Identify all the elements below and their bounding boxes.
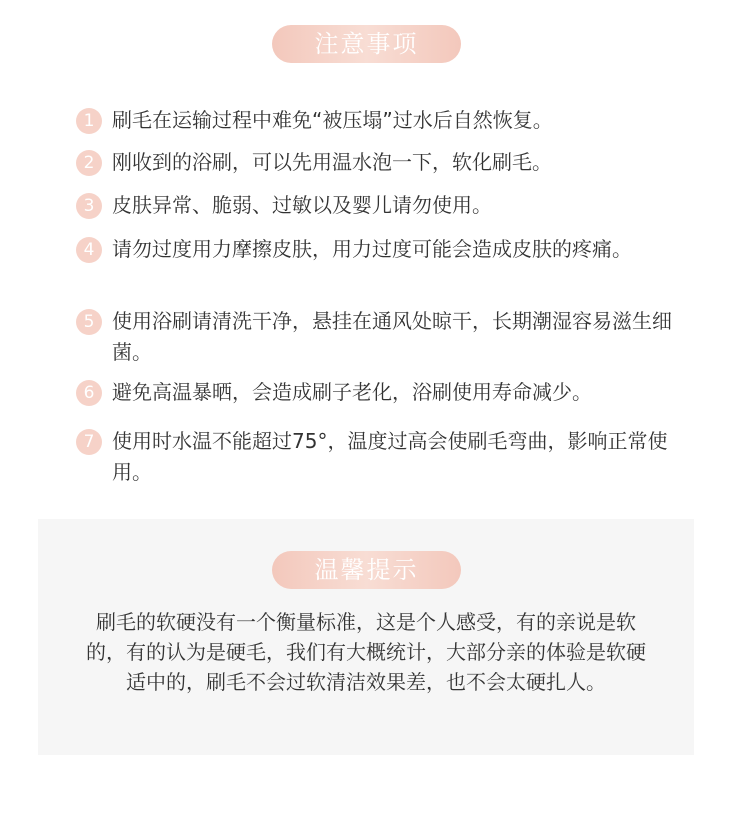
tips-text: 刷毛的软硬没有一个衡量标准，这是个人感受，有的亲说是软的，有的认为是硬毛，我们有大概统计，大部分亲的体验是软硬适中的，刷毛不会过软清洁效果差，也不会太硬扎人。: [86, 610, 646, 694]
tips-box: [38, 519, 694, 755]
note-text: 使用浴刷请清洗干净，悬挂在通风处晾干，长期潮湿容易滋生细菌。: [112, 309, 672, 364]
note-item-2: [76, 147, 696, 178]
note-text: 避免高温暴晒，会造成刷子老化，浴刷使用寿命减少。: [112, 380, 592, 404]
note-number-badge: 2: [76, 150, 102, 176]
tips-title: 温馨提示: [314, 556, 419, 584]
tips-title-pill: [272, 551, 461, 589]
note-text: 请勿过度用力摩擦皮肤，用力过度可能会造成皮肤的疼痛。: [112, 237, 632, 261]
note-number-badge: 5: [76, 309, 102, 335]
note-text: 刷毛在运输过程中难免“被压塌”过水后自然恢复。: [112, 108, 553, 132]
note-item-6: [76, 377, 696, 408]
note-item-4: [76, 234, 696, 265]
note-text: 刚收到的浴刷，可以先用温水泡一下，软化刷毛。: [112, 150, 552, 174]
note-number-badge: 6: [76, 380, 102, 406]
notes-title: 注意事项: [314, 30, 419, 58]
note-item-1: [76, 105, 696, 136]
note-item-5: [76, 306, 696, 368]
note-number-badge: 1: [76, 108, 102, 134]
note-item-3: [76, 190, 696, 221]
note-number-badge: 7: [76, 429, 102, 455]
note-item-7: [76, 426, 696, 488]
note-text: 使用时水温不能超过75°，温度过高会使刷毛弯曲，影响正常使用。: [112, 429, 668, 484]
note-text: 皮肤异常、脆弱、过敏以及婴儿请勿使用。: [112, 193, 492, 217]
note-number-badge: 3: [76, 193, 102, 219]
note-number-badge: 4: [76, 237, 102, 263]
notes-title-pill: [272, 25, 461, 63]
